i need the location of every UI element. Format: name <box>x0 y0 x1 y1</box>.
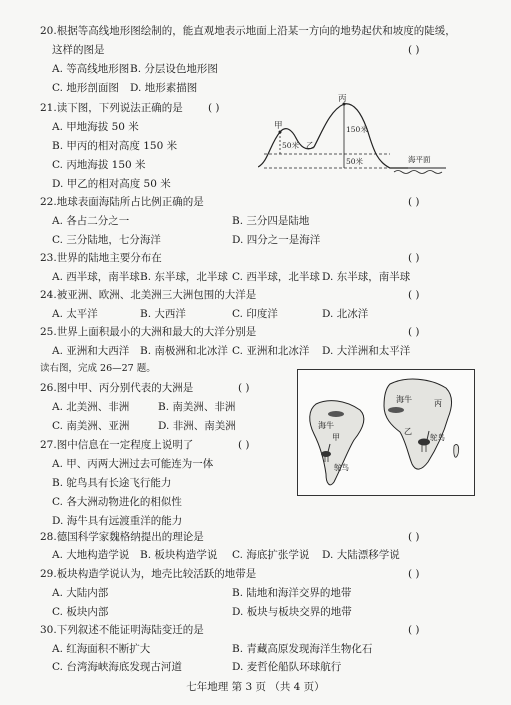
q25-stem: 25.世界上面积最小的大洲和最大的大洋分别是 <box>40 326 257 338</box>
q21-stem: 21.读下图，下列说法正确的是 <box>40 102 183 114</box>
map-label-hainiu-right: 海牛 <box>396 395 412 404</box>
continent-map-figure <box>297 369 475 496</box>
manatee-icon-right <box>388 407 404 413</box>
q25-answer-paren: ( ) <box>408 326 420 338</box>
q28-option-b: B. 板块构造学说 <box>140 549 218 561</box>
q29-option-a: A. 大陆内部 <box>52 587 109 599</box>
q27-option-c: C. 各大洲动物进化的相似性 <box>52 496 182 508</box>
q29-answer-paren: ( ) <box>408 568 420 580</box>
q22-option-c: C. 三分陆地，七分海洋 <box>52 234 161 246</box>
label-sea-level: 海平面 <box>408 155 431 164</box>
label-jia: 甲 <box>274 121 283 131</box>
q29-option-d: D. 板块与板块交界的地带 <box>232 606 352 618</box>
q25-option-b: B. 南极洲和北冰洋 <box>140 345 228 357</box>
q21-option-a: A. 甲地海拔 50 米 <box>52 121 139 133</box>
q26-option-b: B. 南美洲、非洲 <box>158 401 236 413</box>
q22-option-a: A. 各占二分之一 <box>52 215 130 227</box>
madagascar-shape <box>454 444 459 457</box>
q22-option-d: D. 四分之一是海洋 <box>232 234 321 246</box>
label-bing: 丙 <box>338 94 347 104</box>
map-label-tuoniao-left: 鸵鸟 <box>334 463 349 472</box>
label-yi: 乙 <box>306 141 314 150</box>
q25-option-c: C. 亚洲和北冰洋 <box>232 345 310 357</box>
map-label-tuoniao-right: 鸵鸟 <box>430 433 445 442</box>
q25-option-d: D. 大洋洲和太平洋 <box>322 345 411 357</box>
q26-option-a: A. 北美洲、非洲 <box>52 401 130 413</box>
sea-waves <box>394 171 442 174</box>
q27-option-a: A. 甲、丙两大洲过去可能连为一体 <box>52 458 214 470</box>
q30-option-a: A. 红海面积不断扩大 <box>52 643 151 655</box>
q30-answer-paren: ( ) <box>408 624 420 636</box>
q23-option-b: B. 东半球，北半球 <box>140 271 228 283</box>
q24-option-b: B. 大西洋 <box>140 308 186 320</box>
label-50m-jia: 50米 <box>282 141 300 150</box>
q30-stem: 30.下列叙述不能证明海陆变迁的是 <box>40 624 204 636</box>
manatee-icon-left <box>328 411 344 417</box>
q24-option-a: A. 太平洋 <box>52 308 98 320</box>
page-footer: 七年地理 第 3 页 （共 4 页） <box>186 681 325 693</box>
q24-option-d: D. 北冰洋 <box>322 308 369 320</box>
q21-answer-paren: ( ) <box>208 102 220 114</box>
q28-option-d: D. 大陆漂移学说 <box>322 549 400 561</box>
q23-option-a: A. 西半球，南半球 <box>52 271 140 283</box>
q26-stem: 26.图中甲、丙分别代表的大洲是 <box>40 382 194 394</box>
map-label-bing: 丙 <box>434 399 442 408</box>
q26-27-intro: 读右图，完成 26—27 题。 <box>40 363 156 374</box>
q20-stem-line2: 这样的图是 <box>52 44 105 56</box>
map-label-yi: 乙 <box>404 427 412 436</box>
terrain-profile-figure <box>258 92 448 180</box>
q21-option-d: D. 甲乙的相对高度 50 米 <box>52 178 171 190</box>
q22-answer-paren: ( ) <box>408 196 420 208</box>
q26-option-d: D. 非洲、南美洲 <box>158 420 236 432</box>
q30-option-c: C. 台湾海峡海底发现古河道 <box>52 661 182 673</box>
map-label-jia: 甲 <box>332 433 340 442</box>
q29-stem: 29.板块构造学说认为，地壳比较活跃的地带是 <box>40 568 257 580</box>
africa-shape <box>384 379 452 469</box>
q24-option-c: C. 印度洋 <box>232 308 278 320</box>
q20-option-d: D. 地形素描图 <box>130 82 198 94</box>
terrain-line <box>258 104 408 168</box>
q28-option-a: A. 大地构造学说 <box>52 549 130 561</box>
label-50m-base: 50米 <box>346 157 364 166</box>
q22-stem: 22.地球表面海陆所占比例正确的是 <box>40 196 204 208</box>
q28-stem: 28.德国科学家魏格纳提出的理论是 <box>40 531 204 543</box>
q21-option-c: C. 丙地海拔 150 米 <box>52 159 146 171</box>
q20-option-c: C. 地形剖面图 <box>52 82 119 94</box>
q27-answer-paren: ( ) <box>238 439 250 451</box>
q30-option-b: B. 青藏高原发现海洋生物化石 <box>232 643 373 655</box>
q24-answer-paren: ( ) <box>408 289 420 301</box>
continent-map-svg <box>298 370 474 495</box>
q27-stem: 27.图中信息在一定程度上说明了 <box>40 439 194 451</box>
q23-option-d: D. 东半球，南半球 <box>322 271 411 283</box>
q20-stem-line1: 20.根据等高线地形图绘制的，能直观地表示地面上沿某一方向的地势起伏和坡度的陡缓， <box>40 25 456 37</box>
q29-option-b: B. 陆地和海洋交界的地带 <box>232 587 352 599</box>
q20-answer-paren: ( ) <box>408 44 420 56</box>
q23-option-c: C. 西半球，北半球 <box>232 271 320 283</box>
q24-stem: 24.被亚洲、欧洲、北美洲三大洲包围的大洋是 <box>40 289 257 301</box>
q28-answer-paren: ( ) <box>408 531 420 543</box>
q26-option-c: C. 南美洲、亚洲 <box>52 420 130 432</box>
q26-answer-paren: ( ) <box>238 382 250 394</box>
q27-option-b: B. 鸵鸟具有长途飞行能力 <box>52 477 172 489</box>
q29-option-c: C. 板块内部 <box>52 606 109 618</box>
q28-option-c: C. 海底扩张学说 <box>232 549 310 561</box>
q30-option-d: D. 麦哲伦船队环球航行 <box>232 661 342 673</box>
q21-option-b: B. 甲丙的相对高度 150 米 <box>52 140 178 152</box>
q25-option-a: A. 亚洲和大西洋 <box>52 345 130 357</box>
q22-option-b: B. 三分四是陆地 <box>232 215 310 227</box>
q23-stem: 23.世界的陆地主要分布在 <box>40 252 162 264</box>
q20-option-b: B. 分层设色地形图 <box>130 63 218 75</box>
q20-option-a: A. 等高线地形图 <box>52 63 130 75</box>
q23-answer-paren: ( ) <box>408 252 420 264</box>
q27-option-d: D. 海牛具有远渡重洋的能力 <box>52 515 183 527</box>
map-label-hainiu-left: 海牛 <box>318 421 334 430</box>
label-150m: 150米 <box>346 125 368 134</box>
